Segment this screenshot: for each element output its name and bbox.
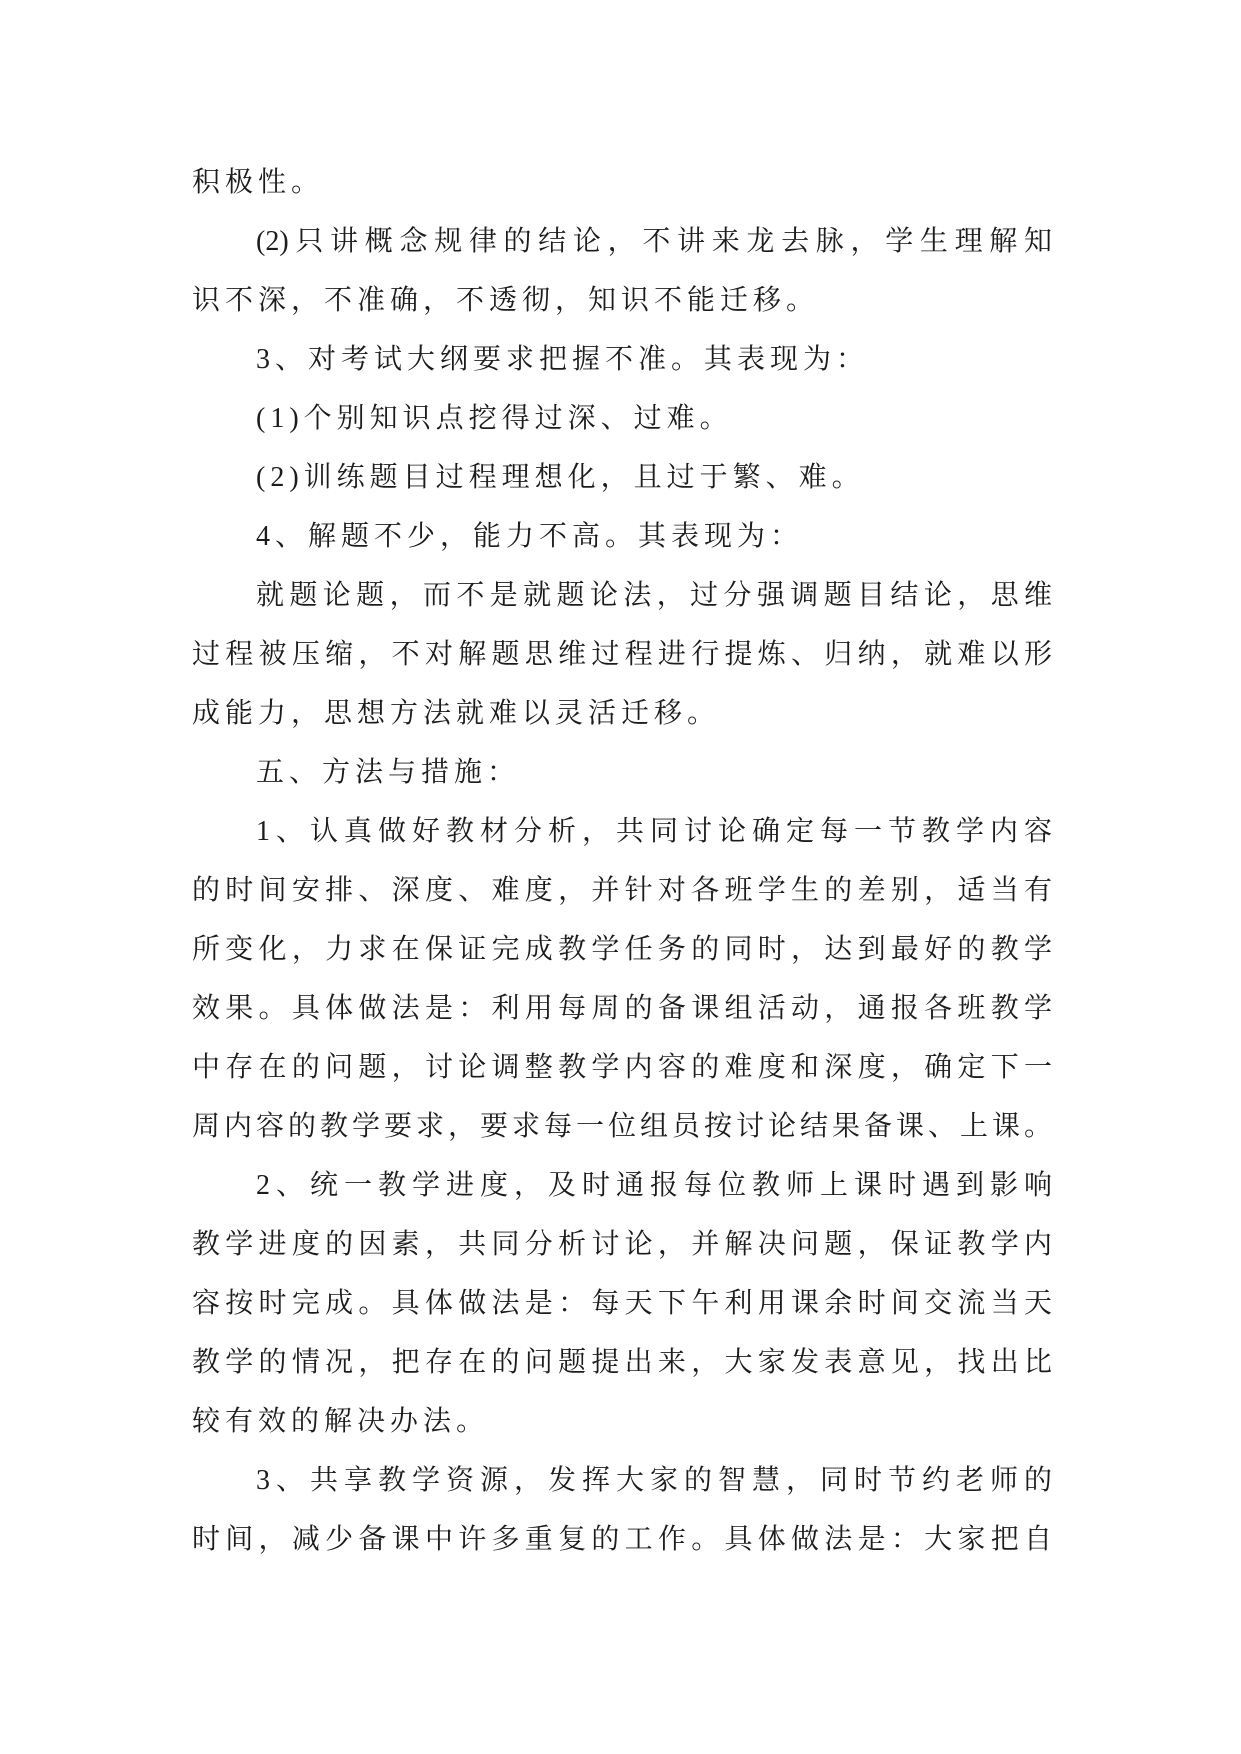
paragraph — [192, 1451, 1052, 1569]
text-line: (2)训练题目过程理想化，且过于繁、难。 — [256, 462, 865, 493]
text-line: 容按时完成。具体做法是：每天下午利用课余时间交流当天 — [192, 1288, 1052, 1319]
text-line: 的时间安排、深度、难度，并针对各班学生的差别，适当有 — [192, 875, 1052, 906]
text-line: 周内容的教学要求，要求每一位组员按讨论结果备课、上课。 — [192, 1111, 1052, 1142]
paragraph — [192, 212, 1052, 330]
paragraph — [192, 389, 1052, 448]
text-line: 识不深，不准确，不透彻，知识不能迁移。 — [192, 285, 820, 316]
text-line: 教学进度的因素，共同分析讨论，并解决问题，保证教学内 — [192, 1229, 1052, 1260]
text-line: 成能力，思想方法就难以灵活迁移。 — [192, 698, 721, 729]
text-line: 效果。具体做法是：利用每周的备课组活动，通报各班教学 — [192, 993, 1052, 1024]
section-heading: 五、方法与措施： — [256, 757, 521, 788]
text-line: 3、对考试大纲要求把握不准。其表现为： — [256, 344, 870, 375]
paragraph — [192, 330, 1052, 389]
paragraph — [192, 1156, 1052, 1451]
text-line: 1、认真做好教材分析，共同讨论确定每一节教学内容 — [256, 816, 1052, 847]
text-line: 2、统一教学进度，及时通报每位教师上课时遇到影响 — [256, 1170, 1052, 1201]
paragraph — [192, 743, 1052, 802]
paragraph — [192, 566, 1052, 743]
text-line: (1)个别知识点挖得过深、过难。 — [256, 403, 733, 434]
text-line: 3、共享教学资源，发挥大家的智慧，同时节约老师的 — [256, 1465, 1052, 1496]
text-line: 中存在的问题，讨论调整教学内容的难度和深度，确定下一 — [192, 1052, 1052, 1083]
text-line: 积极性。 — [192, 167, 325, 198]
body-text — [192, 153, 1052, 1569]
text-line: 过程被压缩，不对解题思维过程进行提炼、归纳，就难以形 — [192, 639, 1052, 670]
text-line: 就题论题，而不是就题论法，过分强调题目结论，思维 — [256, 580, 1052, 611]
text-line: (2)只讲概念规律的结论，不讲来龙去脉，学生理解知 — [256, 226, 1052, 257]
text-line: 所变化，力求在保证完成教学任务的同时，达到最好的教学 — [192, 934, 1052, 965]
paragraph — [192, 153, 1052, 212]
text-line: 教学的情况，把存在的问题提出来，大家发表意见，找出比 — [192, 1347, 1052, 1378]
text-line: 较有效的解决办法。 — [192, 1406, 490, 1437]
text-line: 4、解题不少，能力不高。其表现为： — [256, 521, 804, 552]
paragraph — [192, 448, 1052, 507]
paragraph — [192, 507, 1052, 566]
text-line: 时间，减少备课中许多重复的工作。具体做法是：大家把自 — [192, 1524, 1052, 1555]
paragraph — [192, 802, 1052, 1156]
